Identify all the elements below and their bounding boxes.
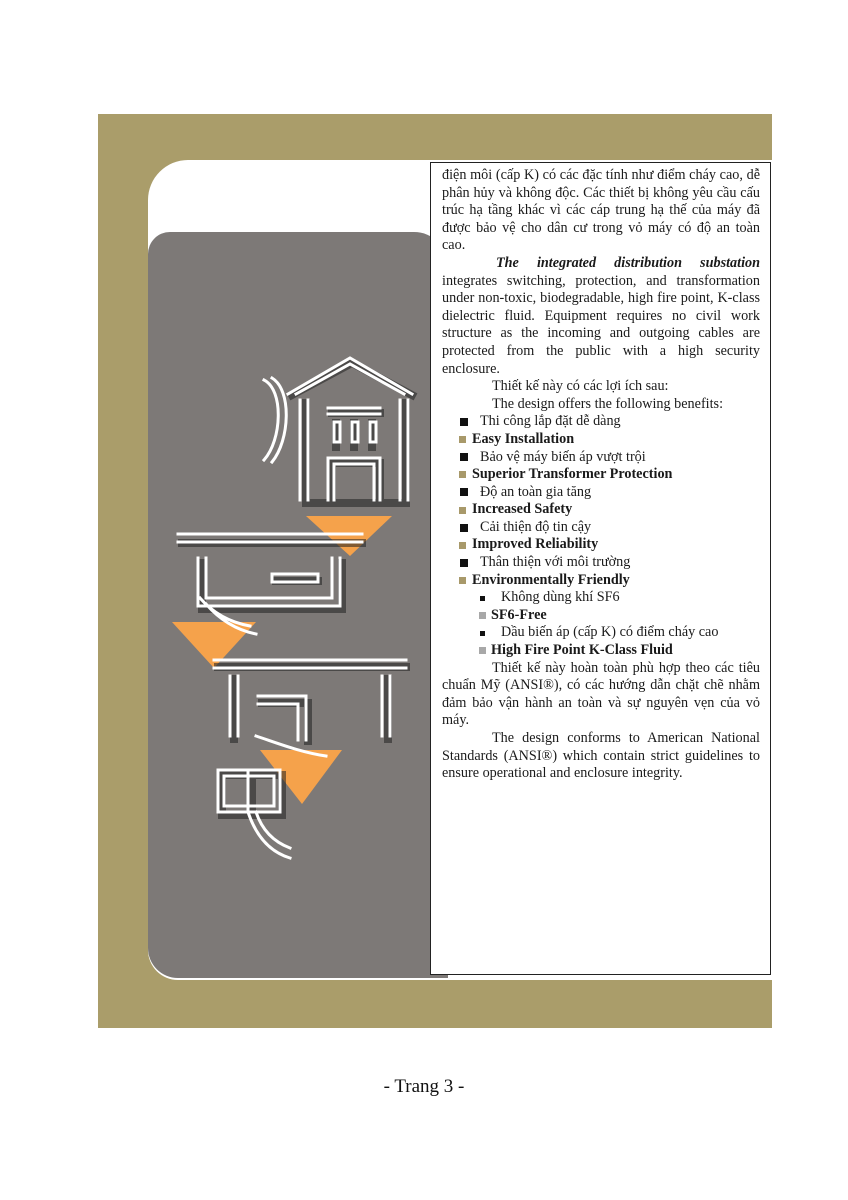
list-item: Không dùng khí SF6	[442, 589, 760, 607]
paragraph-vietnamese-intro: điện môi (cấp K) có các đặc tính như điểm cháy cao, dễ phân hủy và không độc. Các thiết bị không yêu cầu cấu trúc hạ tầng khác vì các cáp trung hạ thế của máy đã được bảo vệ cho dân cư trong vỏ máy có độ an toàn cao.	[442, 167, 760, 254]
paragraph-standards-en: The design conforms to American National Standards (ANSI®) which contain strict guidelines to ensure operational and enclosure integrity.	[442, 730, 760, 782]
bullet-icon	[460, 524, 468, 532]
bullet-icon	[460, 559, 468, 567]
list-item: Environmentally Friendly	[442, 572, 760, 590]
paragraph-standards-vi: Thiết kế này hoàn toàn phù hợp theo các tiêu chuẩn Mỹ (ANSI®), có các hướng dẫn chặt chẽ nhằm đảm bảo vận hành an toàn và sự nguyên vẹn của vỏ máy.	[442, 659, 760, 729]
bullet-icon	[459, 542, 466, 549]
benefits-intro-vi: Thiết kế này có các lợi ích sau:	[492, 378, 669, 395]
list-item: Increased Safety	[442, 501, 760, 519]
bullet-icon	[460, 453, 468, 461]
text-content-box	[430, 162, 771, 975]
bullet-icon	[480, 631, 485, 636]
bullet-icon	[459, 577, 466, 584]
bullet-icon	[479, 612, 486, 619]
paragraph-english-intro	[442, 255, 760, 378]
list-item: Superior Transformer Protection	[442, 466, 760, 484]
list-item: Improved Reliability	[442, 536, 760, 554]
lead-rest: integrates switching, protection, and transformation under non-toxic, biodegradable, high fire point, K-class dielectric fluid. Equipment requires no civil work structure as the incoming and outgoing cables are protected from the public with a high security enclosure.	[442, 272, 760, 377]
page-number: - Trang 3 -	[383, 1076, 465, 1097]
bullet-icon	[460, 418, 468, 426]
lead-phrase: The integrated distribution substation	[496, 254, 760, 271]
bullet-icon	[459, 471, 466, 478]
benefits-intro-en: The design offers the following benefits:	[492, 395, 724, 412]
bullet-icon	[479, 647, 486, 654]
list-item: Cải thiện độ tin cậy	[442, 519, 760, 537]
list-item: SF6-Free	[442, 607, 760, 625]
list-item: Thi công lắp đặt dễ dàng	[442, 413, 760, 431]
list-item: Easy Installation	[442, 431, 760, 449]
bullet-icon	[459, 436, 466, 443]
list-item: Dầu biến áp (cấp K) có điểm cháy cao	[442, 624, 760, 642]
bullet-icon	[480, 596, 485, 601]
list-item: Thân thiện với môi trường	[442, 554, 760, 572]
list-item: Độ an toàn gia tăng	[442, 484, 760, 502]
bullet-icon	[459, 507, 466, 514]
list-item: Bảo vệ máy biến áp vượt trội	[442, 449, 760, 467]
list-item: High Fire Point K-Class Fluid	[442, 642, 760, 660]
bullet-icon	[460, 488, 468, 496]
